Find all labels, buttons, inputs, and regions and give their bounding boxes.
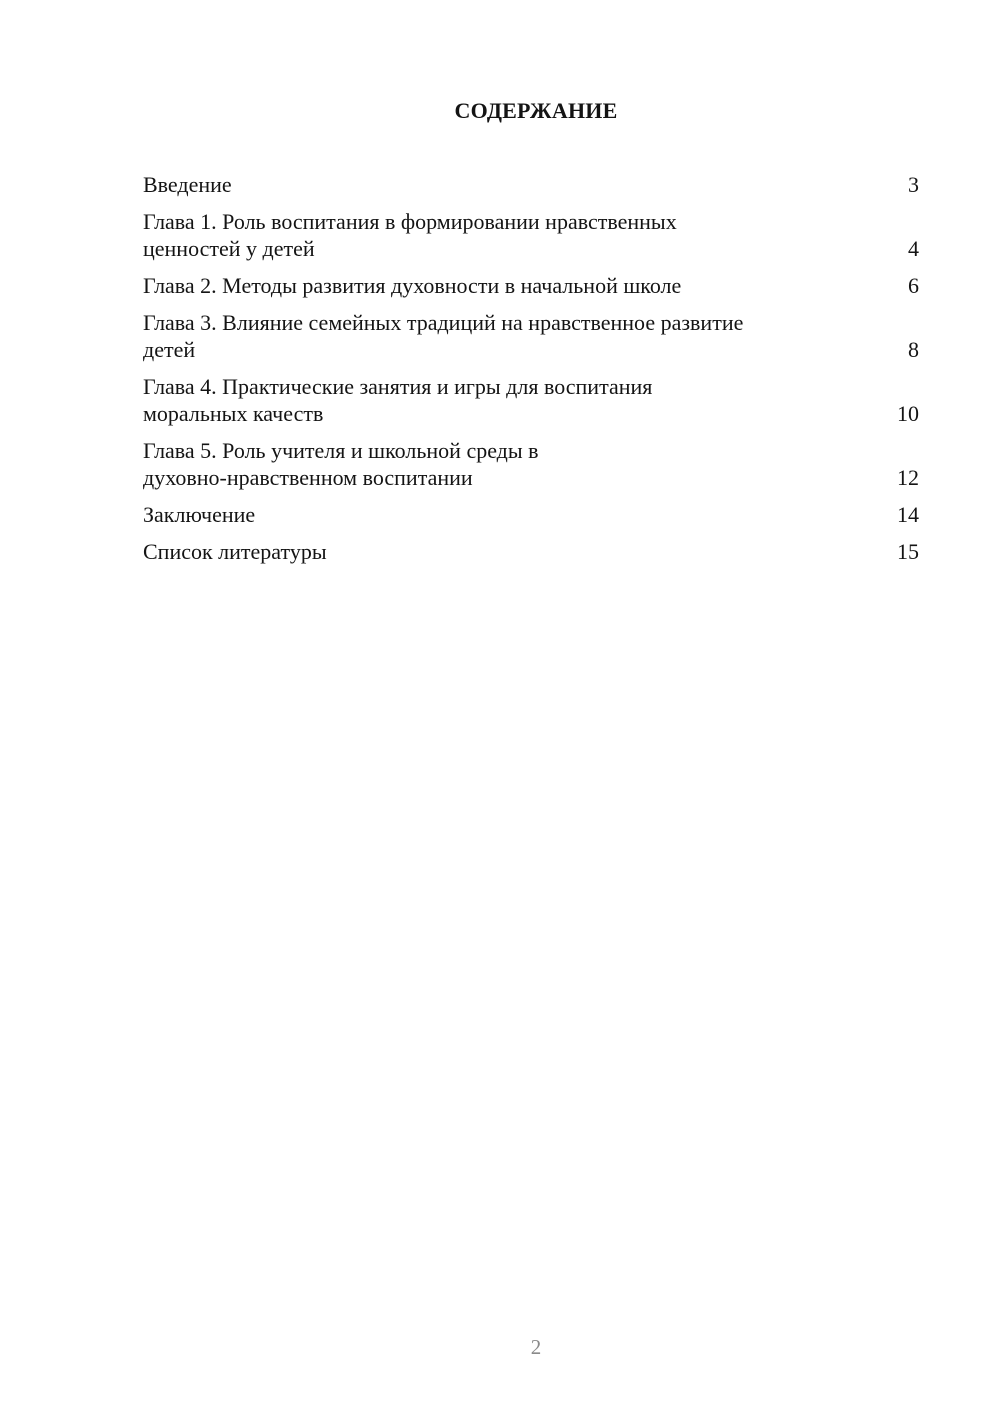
toc-entry-title <box>143 501 255 528</box>
toc-entry-line: Введение <box>143 172 232 197</box>
toc-entry-title <box>143 171 232 198</box>
toc-entry-line: Глава 1. Роль воспитания в формировании нравственных <box>143 209 677 234</box>
toc-entry-page-number: 8 <box>908 337 919 362</box>
toc-entry-line: духовно-нравственном воспитании <box>143 465 473 490</box>
toc-entry-title <box>143 437 539 491</box>
toc-entry-line: Глава 5. Роль учителя и школьной среды в <box>143 438 539 463</box>
toc-entry-page-number: 12 <box>897 465 919 490</box>
toc-title: СОДЕРЖАНИЕ <box>454 98 618 123</box>
toc-entry-title <box>143 373 652 427</box>
toc-entry-title <box>143 538 327 565</box>
toc-entry-page-number: 10 <box>897 401 919 426</box>
toc-entry-page-number: 3 <box>908 172 919 197</box>
toc-entry-chapter-3 <box>143 309 919 363</box>
toc-entry-line: Список литературы <box>143 539 327 564</box>
toc-entry-page-number: 15 <box>897 539 919 564</box>
toc-entry-conclusion <box>143 501 919 528</box>
toc-entry-page-number: 4 <box>908 236 919 261</box>
toc-entry-chapter-1 <box>143 208 919 262</box>
toc-entry-line: ценностей у детей <box>143 236 315 261</box>
toc-entry-page-number: 14 <box>897 502 919 527</box>
toc-entry-title <box>143 272 681 299</box>
toc-entry-line: моральных качеств <box>143 401 324 426</box>
toc-entry-chapter-2 <box>143 272 919 299</box>
toc-entry-line: Заключение <box>143 502 256 527</box>
toc-entry-title <box>143 208 677 262</box>
toc-entry-introduction <box>143 171 919 198</box>
toc-entry-line: Глава 3. Влияние семейных традиций на нравственное развитие <box>143 310 744 335</box>
toc-entry-line: Глава 4. Практические занятия и игры для воспитания <box>143 374 653 399</box>
toc-entry-line: Глава 2. Методы развития духовности в начальной школе <box>143 273 682 298</box>
toc-entry-chapter-4 <box>143 373 919 427</box>
toc-entry-page-number: 6 <box>908 273 919 298</box>
toc-entry-line: детей <box>143 337 196 362</box>
toc-entry-title <box>143 309 743 363</box>
toc-entry-references <box>143 538 919 565</box>
toc-entry-chapter-5 <box>143 437 919 491</box>
page-number: 2 <box>530 1335 542 1359</box>
table-of-contents <box>143 171 919 575</box>
